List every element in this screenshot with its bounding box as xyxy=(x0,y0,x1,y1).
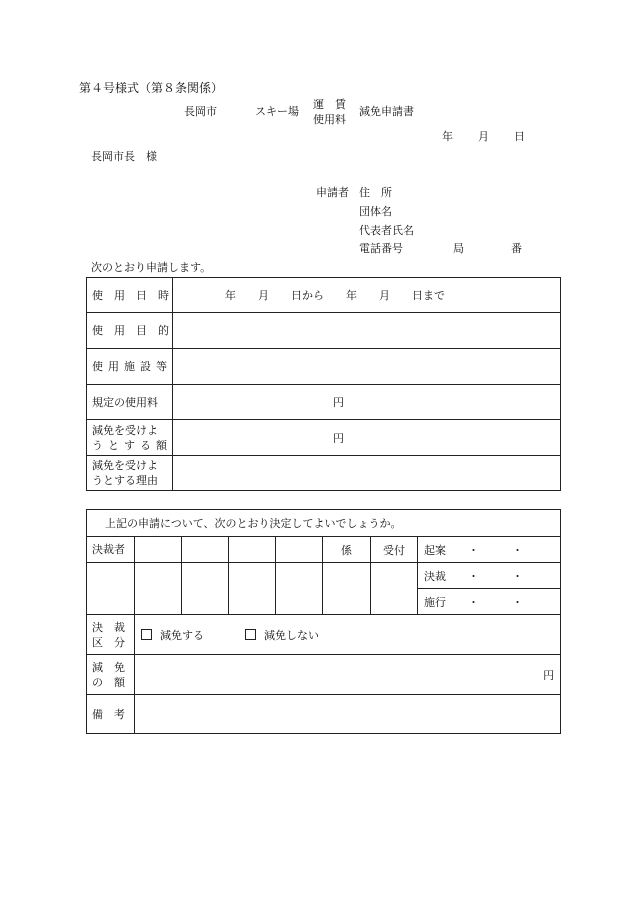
reduction-amount-label-line1: 減免を受けよ xyxy=(92,423,158,437)
intro-text: 次のとおり申請します。 xyxy=(91,261,212,274)
decision-table xyxy=(86,509,561,734)
stamp-cell[interactable] xyxy=(135,563,182,615)
reduction-amount-label-line2: うとする額 xyxy=(92,438,172,452)
fee-type-line1: 運 賃 xyxy=(313,98,346,111)
reduction-reason-field[interactable] xyxy=(173,456,561,491)
fee-label: 規定の使用料 xyxy=(87,385,173,420)
table-row xyxy=(87,615,561,655)
reduction-reason-label-line2: うとする理由 xyxy=(92,474,158,487)
applicant-representative-label: 代表者氏名 xyxy=(359,224,414,237)
decision-category-label-line2: 区 分 xyxy=(92,635,125,649)
date-year: 年 xyxy=(442,130,453,143)
table-row xyxy=(87,385,561,420)
no-reduce-option-label: 減免しない xyxy=(264,628,319,642)
approver-cell[interactable] xyxy=(229,537,276,563)
table-row xyxy=(87,655,561,695)
document-title: 減免申請書 xyxy=(359,105,414,118)
draft-date: ・ ・ xyxy=(468,543,523,557)
usage-datetime-value[interactable]: 年 月 日から 年 月 日まで xyxy=(173,278,561,313)
purpose-label: 使 用 目 的 xyxy=(87,313,173,349)
table-row xyxy=(87,537,561,563)
approver-label: 決裁者 xyxy=(87,537,135,563)
form-number: 第４号様式（第８条関係） xyxy=(79,81,224,95)
reduction-amount-label xyxy=(87,420,173,456)
section-stamp-cell[interactable] xyxy=(323,563,371,615)
table-row xyxy=(87,313,561,349)
decision-category-label-line1: 決 裁 xyxy=(92,620,125,634)
decision-options xyxy=(135,615,561,655)
table-row xyxy=(87,420,561,456)
reduction-total-label-line2: の 額 xyxy=(92,675,125,689)
fee-unit: 円 xyxy=(333,396,344,409)
approver-cell[interactable] xyxy=(182,537,229,563)
decision-header: 上記の申請について、次のとおり決定してよいでしょうか。 xyxy=(87,510,561,537)
remarks-field[interactable] xyxy=(135,695,561,734)
remarks-label: 備 考 xyxy=(87,695,135,734)
approval-date: ・ ・ xyxy=(468,569,523,583)
date-day: 日 xyxy=(514,130,525,143)
table-row xyxy=(87,563,561,589)
fee-type-line2: 使用料 xyxy=(313,113,346,126)
reduction-amount-field[interactable] xyxy=(173,420,561,456)
stamp-cell[interactable] xyxy=(182,563,229,615)
enforce-row[interactable] xyxy=(418,589,561,615)
reduction-total-label-line1: 減 免 xyxy=(92,660,125,674)
applicant-phone-label: 電話番号 xyxy=(359,242,403,255)
reduction-amount-unit: 円 xyxy=(333,431,344,445)
stamp-cell[interactable] xyxy=(276,563,323,615)
section-label: 係 xyxy=(323,537,371,563)
purpose-field[interactable] xyxy=(173,313,561,349)
table-row xyxy=(87,456,561,491)
approval-label: 決裁 xyxy=(424,569,446,583)
stamp-cell[interactable] xyxy=(229,563,276,615)
approver-cell[interactable] xyxy=(135,537,182,563)
enforce-date: ・ ・ xyxy=(468,595,523,609)
draft-label: 起案 xyxy=(424,543,446,557)
reduction-total-label xyxy=(87,655,135,695)
reduction-reason-label xyxy=(87,456,173,491)
reduce-checkbox[interactable] xyxy=(141,629,152,640)
approval-row[interactable] xyxy=(418,563,561,589)
reduction-reason-label-line1: 減免を受けよ xyxy=(92,459,158,472)
table-row xyxy=(87,510,561,537)
reduction-total-field[interactable] xyxy=(135,655,561,695)
facilities-field[interactable] xyxy=(173,349,561,385)
received-label: 受付 xyxy=(371,537,418,563)
approver-cell[interactable] xyxy=(276,537,323,563)
facility-name: スキー場 xyxy=(255,105,299,118)
applicant-label: 申請者 xyxy=(316,186,349,199)
draft-row[interactable] xyxy=(418,537,561,563)
applicant-group-label: 団体名 xyxy=(359,205,392,218)
phone-number-label: 番 xyxy=(511,242,522,255)
facilities-label: 使用施設等 xyxy=(87,349,173,385)
city-name: 長岡市 xyxy=(184,105,217,118)
no-reduce-checkbox[interactable] xyxy=(245,629,256,640)
reduction-total-unit: 円 xyxy=(543,668,555,682)
request-table xyxy=(86,277,561,491)
fee-field[interactable] xyxy=(173,385,561,420)
phone-exchange-label: 局 xyxy=(453,242,464,255)
received-stamp-cell[interactable] xyxy=(371,563,418,615)
table-row xyxy=(87,349,561,385)
table-row xyxy=(87,278,561,313)
enforce-label: 施行 xyxy=(424,595,446,609)
table-row xyxy=(87,695,561,734)
usage-datetime-label: 使 用 日 時 xyxy=(87,278,173,313)
approver-blank xyxy=(87,563,135,615)
addressee: 長岡市長 様 xyxy=(91,150,157,163)
applicant-address-label: 住 所 xyxy=(359,186,392,199)
date-month: 月 xyxy=(478,130,489,143)
reduce-option-label: 減免する xyxy=(160,628,204,642)
decision-category-label xyxy=(87,615,135,655)
